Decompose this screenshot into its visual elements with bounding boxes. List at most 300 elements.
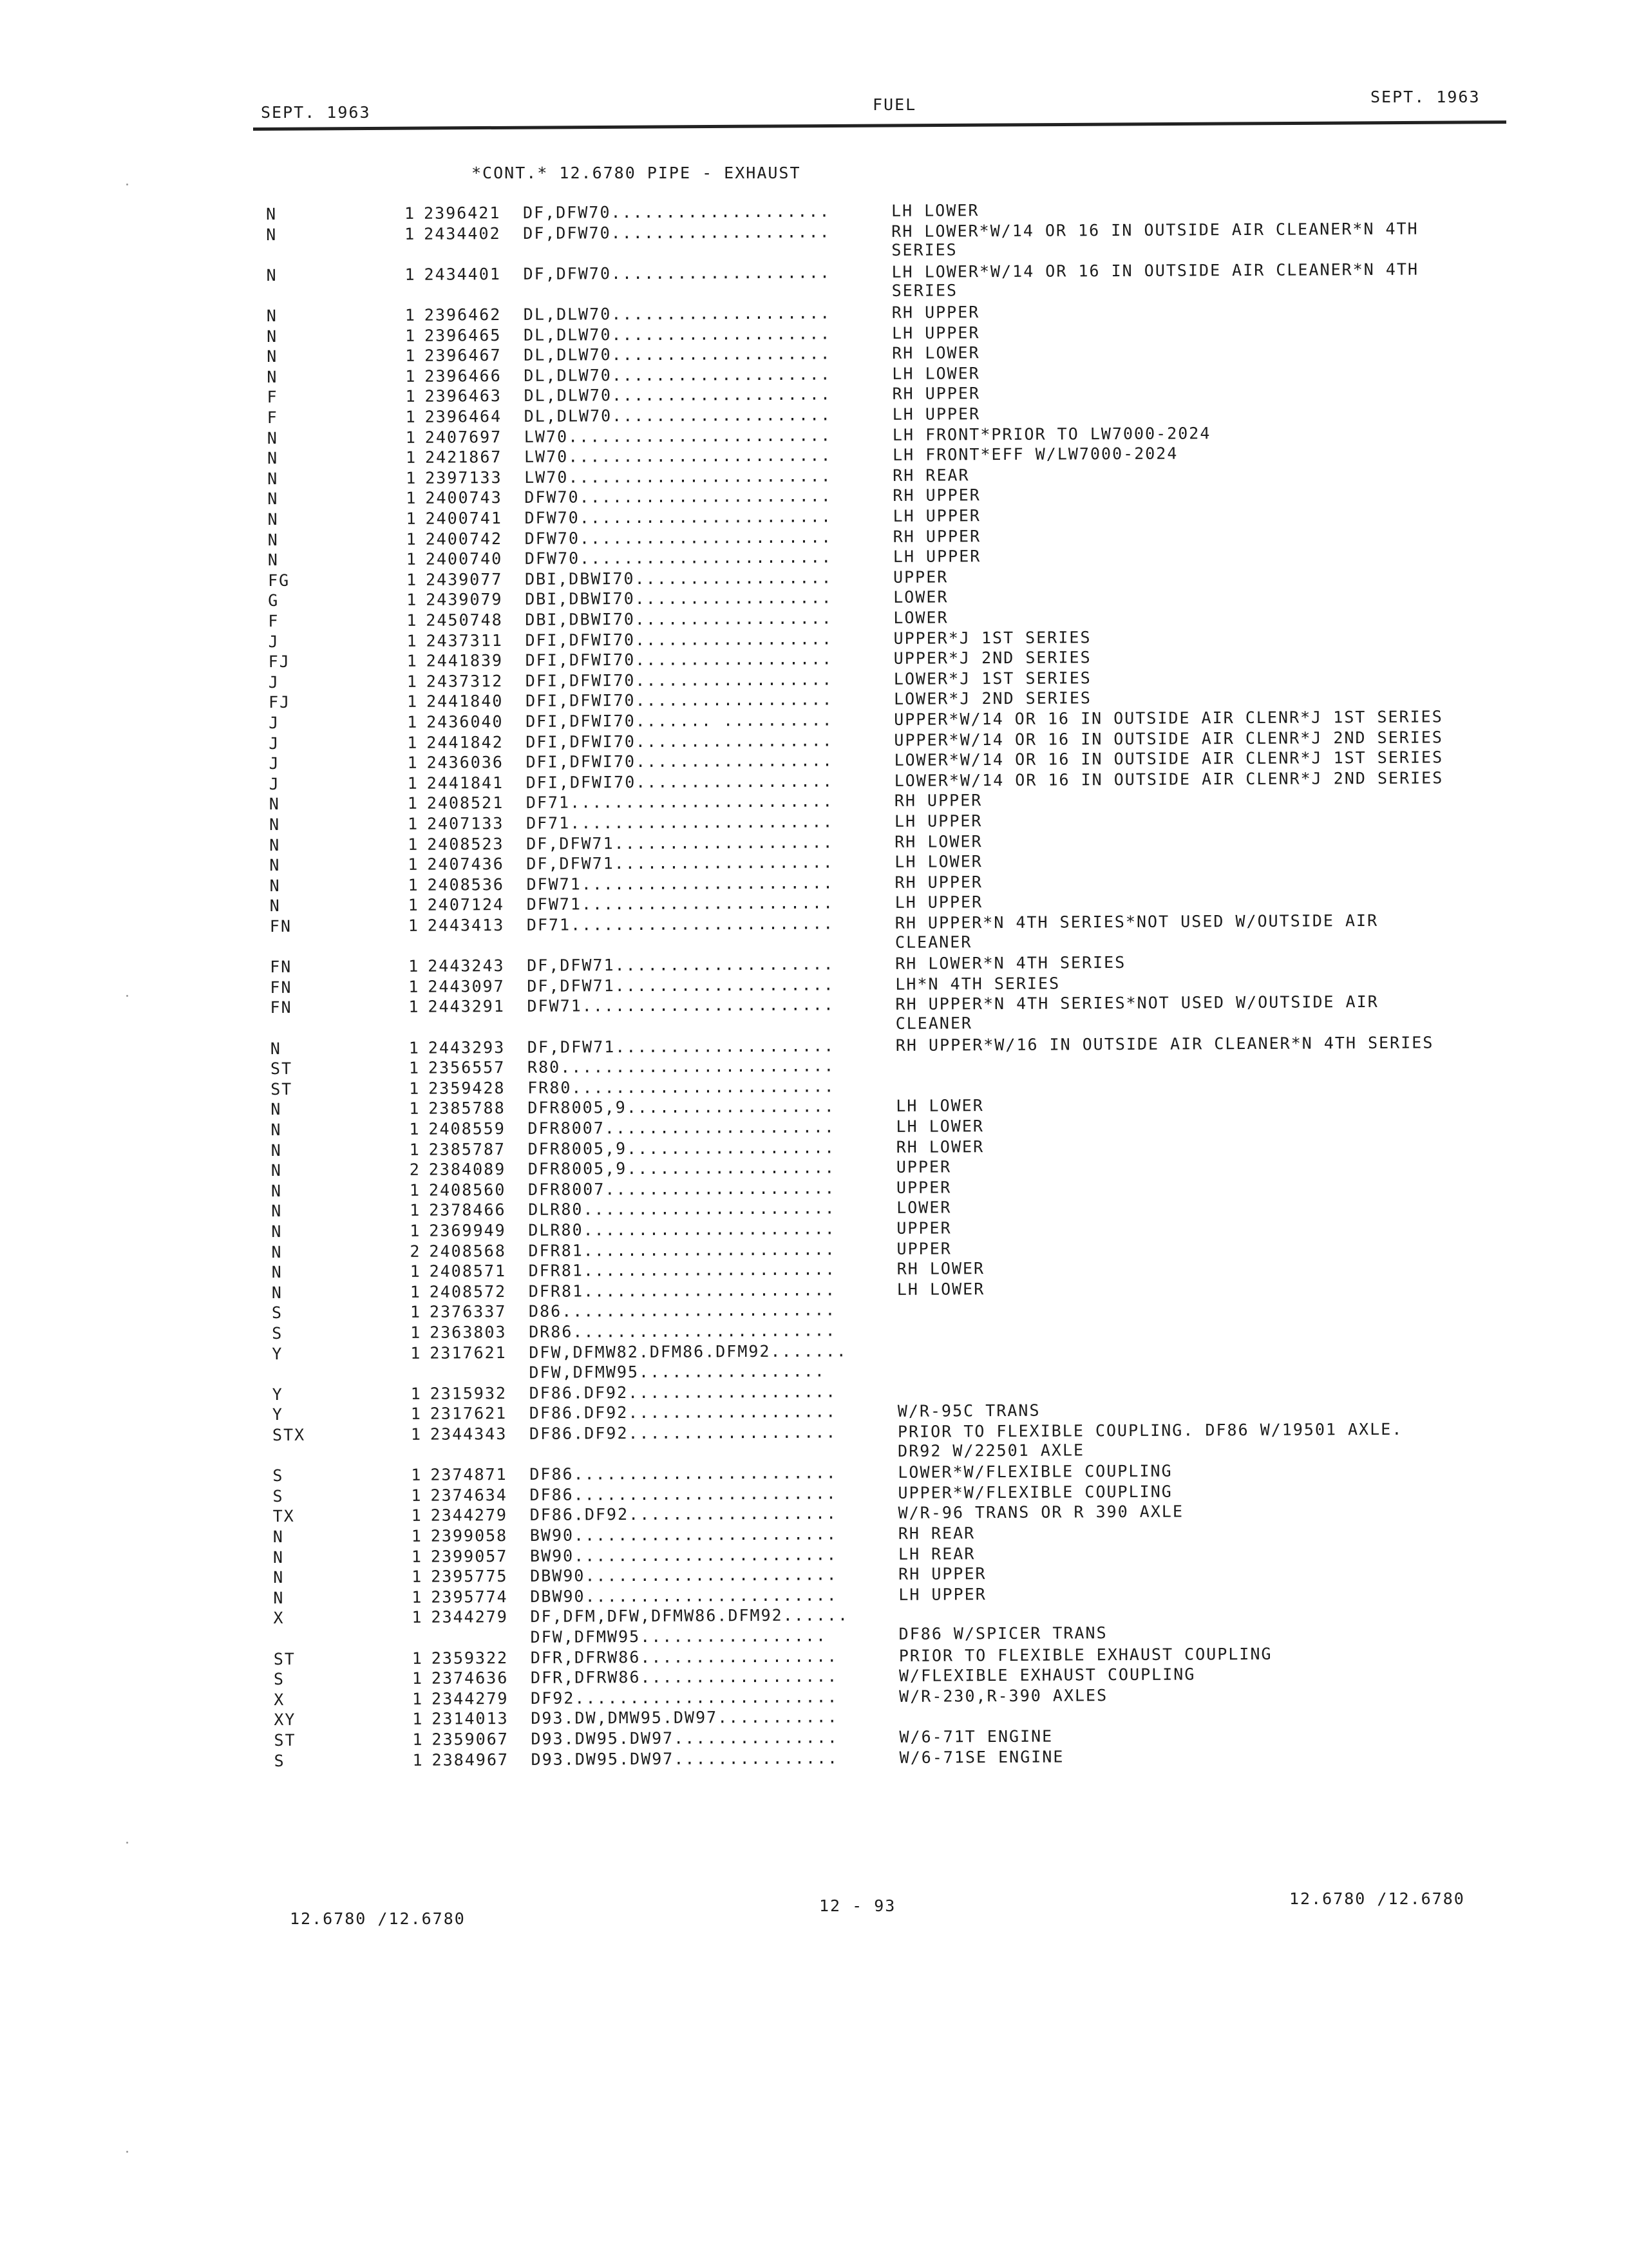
quantity: 1 <box>412 1730 424 1749</box>
part-number: 2400743 <box>425 488 502 508</box>
usage-code: N <box>267 509 279 529</box>
quantity: 1 <box>406 692 419 712</box>
part-number: 2395775 <box>431 1567 508 1586</box>
model-list: DFW71....................... <box>526 873 835 894</box>
part-description-continued: SERIES <box>891 240 958 260</box>
part-number: 2399058 <box>430 1526 508 1545</box>
part-description: RH UPPER*N 4TH SERIES*NOT USED W/OUTSIDE AIR <box>894 911 1379 932</box>
part-description: RH UPPER*N 4TH SERIES*NOT USED W/OUTSIDE AIR <box>895 992 1379 1014</box>
quantity: 1 <box>406 509 417 528</box>
part-number: 2408568 <box>429 1241 506 1261</box>
quantity: 1 <box>410 1221 421 1240</box>
part-description-continued: DF86 W/SPICER TRANS <box>898 1623 1108 1643</box>
part-number: 2359067 <box>431 1730 509 1749</box>
part-number: 2436036 <box>426 753 504 772</box>
part-number: 2407697 <box>424 427 502 447</box>
quantity: 1 <box>405 346 417 366</box>
quantity: 1 <box>406 651 418 671</box>
quantity: 2 <box>409 1160 421 1180</box>
part-description-continued: SERIES <box>891 281 958 301</box>
model-list: DFR81....................... <box>528 1280 837 1301</box>
part-description: RH UPPER <box>892 384 981 404</box>
part-description: RH REAR <box>898 1524 976 1543</box>
usage-code: N <box>271 1222 283 1241</box>
usage-code: N <box>270 1181 283 1200</box>
quantity: 1 <box>408 997 420 1017</box>
model-list: DFI,DFWI70.................. <box>525 690 833 711</box>
usage-code: TX <box>272 1507 295 1526</box>
model-list: DR86........................ <box>529 1321 837 1341</box>
part-number: 2396467 <box>424 346 502 365</box>
usage-code: J <box>269 754 280 773</box>
quantity: 1 <box>408 855 419 874</box>
quantity: 1 <box>405 407 417 426</box>
usage-code: FJ <box>268 693 291 712</box>
model-list: DF71........................ <box>525 791 834 813</box>
usage-code: S <box>273 1670 285 1689</box>
quantity: 1 <box>405 448 417 468</box>
part-description: UPPER*J 1ST SERIES <box>893 627 1092 648</box>
part-number: 2441840 <box>426 692 504 712</box>
part-description: UPPER*W/14 OR 16 IN OUTSIDE AIR CLENR*J 1ST SERIES <box>894 707 1443 729</box>
quantity: 1 <box>407 753 419 773</box>
part-description: RH LOWER*W/14 OR 16 IN OUTSIDE AIR CLEANER*N 4TH <box>891 219 1419 241</box>
usage-code: N <box>271 1242 283 1262</box>
usage-code: S <box>271 1303 283 1323</box>
model-list: DFW70....................... <box>524 486 832 507</box>
part-description: LH*N 4TH SERIES <box>895 974 1061 994</box>
usage-code: N <box>273 1588 285 1607</box>
usage-code: F <box>267 388 278 407</box>
header-date-left: SEPT. 1963 <box>261 103 371 122</box>
model-list: DFI,DFWI70.................. <box>525 628 833 650</box>
footer-page-number: 12 - 93 <box>819 1896 896 1915</box>
model-list: DL,DLW70.................... <box>524 405 832 426</box>
part-description: RH UPPER <box>894 872 983 892</box>
part-description: RH LOWER <box>892 343 980 363</box>
part-number: 2439077 <box>425 569 503 589</box>
quantity: 1 <box>411 1547 423 1566</box>
part-number: 2434401 <box>424 264 501 284</box>
model-list: FR80........................ <box>527 1077 835 1097</box>
usage-code: N <box>271 1263 283 1282</box>
model-list: DFR8005,9................... <box>527 1137 836 1158</box>
part-number: 2395774 <box>431 1587 508 1607</box>
part-number: 2374871 <box>430 1465 507 1484</box>
usage-code: XY <box>274 1710 296 1730</box>
usage-code: ST <box>270 1059 293 1079</box>
part-number: 2437311 <box>426 630 503 650</box>
quantity: 1 <box>407 773 419 793</box>
part-description: UPPER <box>896 1178 952 1197</box>
part-number: 2439079 <box>426 590 503 610</box>
part-number: 2407124 <box>427 895 505 915</box>
part-number: 2399057 <box>430 1546 508 1566</box>
model-list: R80......................... <box>527 1056 835 1077</box>
model-list: DBI,DBWI70.................. <box>524 568 833 589</box>
part-description: LOWER <box>893 587 949 607</box>
model-list: DFR8005,9................... <box>527 1097 835 1118</box>
quantity: 1 <box>412 1750 424 1770</box>
quantity: 1 <box>406 570 418 589</box>
part-number: 2315932 <box>430 1383 507 1403</box>
part-description-continued: CLEANER <box>894 932 972 952</box>
quantity: 1 <box>408 916 419 935</box>
usage-code: N <box>269 896 281 916</box>
usage-code: N <box>272 1547 285 1567</box>
part-number: 2408571 <box>429 1262 507 1281</box>
part-number: 2400740 <box>425 549 503 569</box>
usage-code: N <box>266 225 278 244</box>
usage-code: ST <box>274 1730 296 1750</box>
usage-code: S <box>272 1466 284 1486</box>
usage-code: Y <box>272 1344 283 1363</box>
part-description: W/6-71T ENGINE <box>899 1726 1054 1746</box>
part-description: LH LOWER*W/14 OR 16 IN OUTSIDE AIR CLEANER*N 4TH <box>891 260 1419 281</box>
usage-code: N <box>266 265 278 285</box>
part-description: UPPER*J 2ND SERIES <box>893 648 1092 668</box>
part-description: PRIOR TO FLEXIBLE EXHAUST COUPLING <box>898 1644 1273 1665</box>
part-description: UPPER*W/14 OR 16 IN OUTSIDE AIR CLENR*J 2ND SERIES <box>894 728 1443 750</box>
part-description: RH UPPER*W/16 IN OUTSIDE AIR CLEANER*N 4TH SERIES <box>895 1033 1434 1055</box>
model-list: DBI,DBWI70.................. <box>525 588 833 609</box>
usage-code: N <box>266 326 278 346</box>
model-list-continued: DFW,DFMW95................. <box>530 1626 828 1647</box>
part-number: 2437312 <box>426 671 504 691</box>
part-number: 2443413 <box>427 916 505 935</box>
quantity: 1 <box>411 1526 422 1545</box>
model-list: DF,DFW70.................... <box>523 263 831 283</box>
model-list: DF86.DF92................... <box>529 1422 837 1443</box>
model-list: DF86.DF92................... <box>529 1504 838 1525</box>
model-list: DF71........................ <box>525 812 834 833</box>
quantity: 1 <box>404 224 416 243</box>
model-list: DF,DFW71.................... <box>526 853 834 874</box>
quantity: 1 <box>408 1058 421 1078</box>
quantity: 1 <box>412 1567 423 1587</box>
usage-code: N <box>270 1120 282 1139</box>
quantity: 1 <box>409 1180 421 1200</box>
part-number: 2344279 <box>431 1607 508 1627</box>
usage-code: F <box>268 611 279 630</box>
scan-speck <box>126 995 128 997</box>
usage-code: N <box>267 428 279 448</box>
quantity: 1 <box>410 1404 422 1424</box>
part-description: RH LOWER <box>896 1259 985 1279</box>
part-description: LOWER*J 1ST SERIES <box>893 668 1092 688</box>
usage-code: FN <box>270 957 292 977</box>
part-number: 2378466 <box>429 1200 506 1220</box>
usage-code: N <box>265 204 278 223</box>
part-description: RH LOWER*N 4TH SERIES <box>895 953 1126 974</box>
part-number: 2385787 <box>428 1139 506 1159</box>
part-number: 2396462 <box>424 305 502 325</box>
part-number: 2374634 <box>430 1485 507 1505</box>
usage-code: N <box>269 856 281 875</box>
model-list: D93.DW95.DW97............... <box>531 1728 838 1748</box>
quantity: 1 <box>409 1099 421 1119</box>
part-number: 2443291 <box>428 997 505 1017</box>
part-number: 2396466 <box>424 366 502 386</box>
part-description: LH UPPER <box>891 323 980 343</box>
model-list: DF86........................ <box>529 1484 837 1504</box>
part-description: UPPER <box>896 1239 952 1258</box>
model-list: DF,DFW71.................... <box>527 975 835 996</box>
part-description: LH FRONT*PRIOR TO LW7000-2024 <box>892 423 1211 444</box>
scan-speck <box>126 1842 128 1844</box>
model-list: DF,DFW71.................... <box>527 954 835 976</box>
part-number: 2369949 <box>429 1221 506 1240</box>
part-description: PRIOR TO FLEXIBLE COUPLING. DF86 W/19501 AXLE. <box>897 1419 1403 1441</box>
part-description: LH UPPER <box>892 404 981 424</box>
usage-code: N <box>270 1140 282 1160</box>
usage-code: N <box>271 1202 283 1221</box>
model-list: DF,DFW71.................... <box>526 832 834 853</box>
usage-code: FG <box>267 571 290 590</box>
part-number: 2344279 <box>431 1688 509 1708</box>
usage-code: N <box>267 367 278 386</box>
part-number: 2450748 <box>426 610 503 630</box>
usage-code: S <box>274 1751 285 1770</box>
part-number: 2317621 <box>430 1343 507 1363</box>
usage-code: N <box>266 306 278 325</box>
quantity: 1 <box>410 1323 422 1342</box>
model-list: DLR80....................... <box>528 1219 836 1240</box>
quantity: 1 <box>406 549 418 569</box>
model-list: DF71........................ <box>526 914 835 934</box>
model-list: DFI,DFWI70.................. <box>525 751 834 772</box>
part-description: RH UPPER <box>891 303 980 322</box>
model-list: DFR8007..................... <box>527 1117 836 1138</box>
quantity: 1 <box>410 1424 422 1444</box>
part-number: 2408572 <box>429 1281 507 1301</box>
model-list: DFW70....................... <box>524 547 833 569</box>
usage-code: N <box>272 1527 284 1546</box>
usage-code: N <box>269 815 281 834</box>
part-description-continued: CLEANER <box>895 1014 973 1033</box>
model-list: DF86.DF92................... <box>529 1402 837 1423</box>
quantity: 1 <box>404 265 416 284</box>
usage-code: F <box>267 408 278 427</box>
usage-code: J <box>268 672 280 692</box>
part-description: RH LOWER <box>896 1137 985 1157</box>
usage-code: N <box>267 530 279 549</box>
quantity: 1 <box>410 1303 422 1322</box>
usage-code: ST <box>273 1649 296 1668</box>
quantity: 1 <box>406 489 417 508</box>
part-description: W/6-71SE ENGINE <box>899 1747 1065 1767</box>
part-description: W/R-96 TRANS OR R 390 AXLE <box>898 1502 1184 1523</box>
quantity: 1 <box>411 1465 422 1485</box>
part-number: 2359322 <box>431 1648 509 1668</box>
quantity: 1 <box>410 1282 421 1301</box>
model-list: DL,DLW70.................... <box>524 384 832 406</box>
model-list: DFR81....................... <box>528 1260 837 1281</box>
quantity: 1 <box>407 712 419 732</box>
part-number: 2384967 <box>431 1750 509 1770</box>
model-list: DF,DFW70.................... <box>522 202 831 222</box>
usage-code: FN <box>270 978 292 997</box>
part-number: 2421867 <box>424 448 502 467</box>
quantity: 1 <box>408 835 419 854</box>
part-number: 2344343 <box>430 1424 507 1444</box>
quantity: 1 <box>412 1689 424 1708</box>
usage-code: N <box>270 1100 282 1119</box>
quantity: 1 <box>411 1486 422 1505</box>
usage-code: J <box>268 632 279 651</box>
part-description: LH UPPER <box>894 811 983 831</box>
part-number: 2397133 <box>425 468 502 487</box>
usage-code: N <box>267 347 278 366</box>
part-description: LH UPPER <box>894 893 983 912</box>
model-list: DF86........................ <box>529 1463 837 1484</box>
part-number: 2374636 <box>431 1668 509 1688</box>
model-list: DFI,DFWI70.................. <box>525 649 833 670</box>
model-list: DFI,DFWI70.................. <box>525 670 833 690</box>
model-list: BW90........................ <box>529 1524 838 1545</box>
model-list: DF86.DF92................... <box>529 1382 837 1403</box>
usage-code: Y <box>272 1405 283 1424</box>
usage-code: N <box>269 876 281 895</box>
header-date-right: SEPT. 1963 <box>1370 88 1481 106</box>
quantity: 1 <box>406 591 418 610</box>
quantity: 1 <box>412 1668 424 1688</box>
part-description: LH UPPER <box>893 506 981 525</box>
model-list: DFR,DFRW86.................. <box>530 1667 838 1688</box>
quantity: 1 <box>407 814 419 833</box>
part-number: 2443097 <box>428 976 505 996</box>
part-number: 2384089 <box>428 1160 506 1179</box>
part-number: 2396464 <box>424 407 502 426</box>
quantity: 1 <box>408 875 419 894</box>
model-list: DFW70....................... <box>524 507 833 527</box>
quantity: 1 <box>412 1587 423 1607</box>
quantity: 1 <box>408 977 420 996</box>
part-description: LH LOWER <box>896 1117 984 1136</box>
part-description: LOWER <box>893 608 949 627</box>
usage-code: X <box>273 1609 285 1628</box>
model-list: DFW71....................... <box>526 893 835 914</box>
quantity: 1 <box>409 1079 421 1098</box>
part-description: LH REAR <box>898 1544 976 1564</box>
usage-code: FN <box>269 916 292 936</box>
part-number: 2396465 <box>424 325 502 345</box>
quantity: 1 <box>406 672 419 691</box>
part-description: RH REAR <box>893 466 970 485</box>
quantity: 1 <box>409 1140 421 1159</box>
model-list: DBW90....................... <box>530 1565 838 1586</box>
part-number: 2385788 <box>428 1099 506 1119</box>
quantity: 1 <box>406 468 417 487</box>
model-list: DFW,DFMW82.DFM86.DFM92....... <box>529 1341 847 1362</box>
usage-code: X <box>274 1690 285 1709</box>
part-description: LOWER <box>896 1198 952 1218</box>
quantity: 1 <box>408 956 420 976</box>
footer-left-ref: 12.6780 /12.6780 <box>290 1909 466 1928</box>
part-number: 2396463 <box>424 386 502 406</box>
model-list: D93.DW95.DW97............... <box>531 1748 839 1769</box>
usage-code: G <box>268 591 279 610</box>
part-description: RH UPPER <box>893 486 981 506</box>
model-list: DFW70....................... <box>524 527 833 548</box>
usage-code: FJ <box>268 652 290 672</box>
part-number: 2400741 <box>425 509 502 528</box>
part-number: 2408560 <box>428 1180 506 1200</box>
part-description: RH LOWER <box>894 831 983 851</box>
usage-code: N <box>269 835 281 855</box>
quantity: 1 <box>406 631 418 650</box>
model-list: DFI,DFWI70.................. <box>525 730 833 751</box>
model-list: DL,DLW70.................... <box>523 303 831 324</box>
part-number: 2407133 <box>426 814 504 833</box>
part-number: 2443293 <box>428 1037 506 1057</box>
part-number: 2400742 <box>425 529 503 549</box>
part-description: RH UPPER <box>893 526 981 546</box>
quantity: 1 <box>410 1201 421 1220</box>
model-list: DF92........................ <box>531 1687 838 1708</box>
part-number: 2441841 <box>426 773 504 793</box>
model-list: LW70........................ <box>524 425 832 446</box>
quantity: 1 <box>406 610 418 630</box>
quantity: 1 <box>411 1506 422 1526</box>
part-description: LH UPPER <box>898 1584 987 1604</box>
part-description: LOWER*J 2ND SERIES <box>893 688 1092 709</box>
usage-code: N <box>269 795 281 814</box>
model-list: DF,DFM,DFW,DFMW86.DFM92...... <box>530 1605 849 1627</box>
part-number: 2376337 <box>429 1302 507 1322</box>
quantity: 1 <box>409 1119 421 1139</box>
usage-code: N <box>270 1161 282 1180</box>
part-number: 2441839 <box>426 651 504 670</box>
usage-code: ST <box>270 1079 293 1099</box>
model-list: LW70........................ <box>524 446 832 467</box>
usage-code: J <box>269 713 280 732</box>
model-list: DFR81....................... <box>528 1239 837 1260</box>
part-number: 2441842 <box>426 732 504 752</box>
quantity: 1 <box>405 428 417 447</box>
part-description: LH LOWER <box>896 1279 985 1299</box>
usage-code: S <box>272 1486 284 1506</box>
part-number: 2356557 <box>428 1058 506 1077</box>
quantity: 1 <box>408 896 419 915</box>
usage-code: J <box>269 733 280 753</box>
scan-speck <box>126 184 128 185</box>
model-list-continued: DFW,DFMW95................. <box>529 1361 826 1383</box>
part-number: 2359428 <box>428 1078 506 1098</box>
part-description: UPPER <box>896 1157 952 1177</box>
quantity: 1 <box>405 366 417 386</box>
model-list: D93.DW,DMW95.DW97........... <box>531 1707 838 1728</box>
quantity: 1 <box>412 1710 424 1729</box>
model-list: BW90........................ <box>529 1544 838 1565</box>
section-subheading: *CONT.* 12.6780 PIPE - EXHAUST <box>471 164 801 182</box>
usage-code: N <box>267 489 279 509</box>
part-number: 2407436 <box>427 855 504 874</box>
quantity: 1 <box>410 1343 422 1363</box>
model-list: DL,DLW70.................... <box>523 323 831 345</box>
part-description: LH LOWER <box>896 1096 984 1116</box>
part-description: LOWER*W/14 OR 16 IN OUTSIDE AIR CLENR*J 1ST SERIES <box>894 748 1444 770</box>
part-description: LH LOWER <box>894 852 983 872</box>
header-section-title: FUEL <box>873 95 917 114</box>
usage-code: N <box>267 449 279 468</box>
parts-row <box>0 259 1628 287</box>
quantity: 1 <box>404 305 417 325</box>
footer-right-ref: 12.6780 /12.6780 <box>1289 1889 1465 1908</box>
part-description: LH LOWER <box>892 363 980 383</box>
model-list: DFR8007..................... <box>527 1178 836 1199</box>
part-number: 2408521 <box>426 793 504 813</box>
